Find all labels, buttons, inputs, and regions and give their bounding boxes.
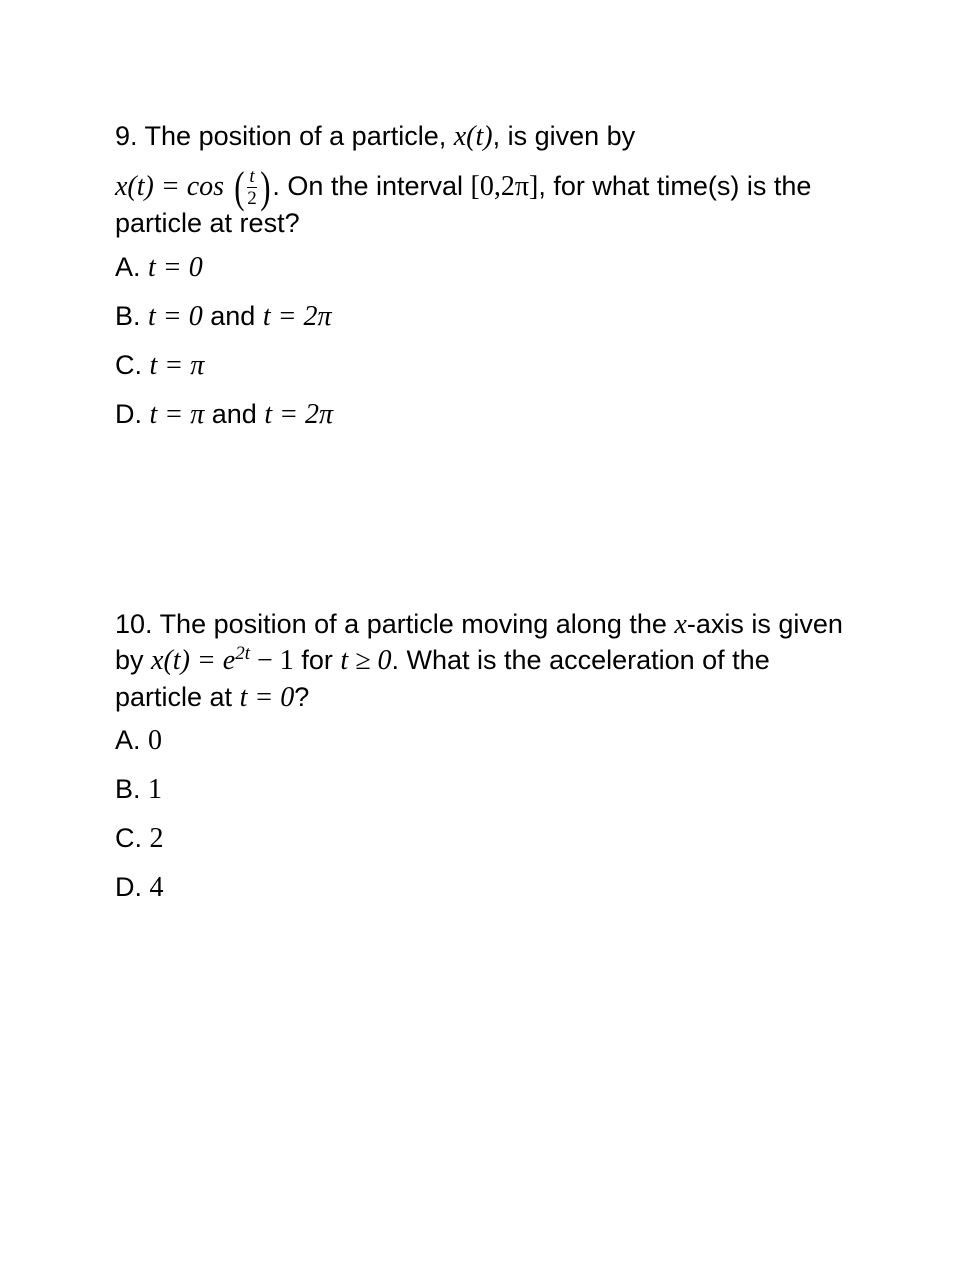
question-10-stem [115, 607, 855, 716]
choice-math: t = π [149, 349, 205, 381]
math-condition: t ≥ 0 [340, 645, 392, 677]
choice-letter: D. [115, 872, 142, 903]
answer-choices [115, 716, 855, 912]
choice-math: t = π [149, 398, 205, 430]
choice-a[interactable] [115, 243, 855, 292]
choice-math: t = 0 [148, 251, 203, 283]
math-at-value: t = 0 [239, 681, 295, 713]
choice-value: 2 [149, 823, 164, 855]
choice-letter: B. [115, 300, 141, 331]
stem-text: The position of a particle, [144, 121, 447, 151]
choice-b[interactable] [115, 292, 855, 341]
answer-choices [115, 243, 855, 439]
choice-letter: C. [115, 349, 142, 380]
choice-d[interactable] [115, 863, 855, 912]
stem-text: ? [294, 681, 310, 712]
choice-d[interactable] [115, 390, 855, 439]
question-number: 9. [115, 121, 138, 151]
fraction [247, 167, 257, 208]
stem-text: , is given by [492, 121, 636, 151]
math-exponent: 2t [235, 643, 251, 665]
choice-a[interactable] [115, 716, 855, 765]
choice-value: 0 [148, 725, 163, 757]
math-interval: [0,2π] [470, 170, 539, 202]
choice-c[interactable] [115, 814, 855, 863]
fraction-numerator: t [249, 166, 255, 188]
math-equation-lhs: x(t) = e [151, 645, 236, 677]
choice-conjunction: and [210, 300, 256, 331]
open-paren: ( [233, 162, 245, 212]
stem-text: , for what time(s) is the particle at rest? [115, 170, 812, 238]
choice-value: 1 [148, 774, 163, 806]
choice-math: t = 2π [264, 398, 334, 430]
math-x-variable: x [674, 609, 687, 640]
choice-c[interactable] [115, 341, 855, 390]
choice-b[interactable] [115, 765, 855, 814]
close-paren: ) [259, 162, 271, 212]
stem-text: The position of a particle moving along the [159, 609, 667, 639]
stem-text: -axis is given by [115, 609, 843, 676]
question-9 [115, 112, 855, 439]
stem-text: . On the interval [272, 170, 464, 201]
choice-letter: D. [115, 398, 142, 429]
choice-math: t = 0 [148, 300, 203, 332]
equation-line [115, 162, 855, 238]
choice-letter: B. [115, 774, 141, 805]
question-10 [115, 607, 855, 912]
choice-letter: A. [115, 725, 141, 756]
math-equation-lhs: x(t) = cos [115, 170, 225, 202]
choice-conjunction: and [211, 398, 257, 429]
choice-math: t = 2π [262, 300, 332, 332]
choice-letter: A. [115, 251, 141, 282]
stem-text: for [301, 645, 333, 676]
math-x-of-t: x(t) [453, 121, 493, 152]
math-equation-rhs: − 1 [250, 645, 294, 677]
fraction-denominator: 2 [247, 188, 257, 210]
question-number: 10. [115, 609, 153, 639]
choice-value: 4 [149, 872, 164, 904]
question-9-stem [115, 112, 855, 241]
stem-text: . What is the acceleration of the particle at [115, 645, 770, 712]
choice-letter: C. [115, 823, 142, 854]
